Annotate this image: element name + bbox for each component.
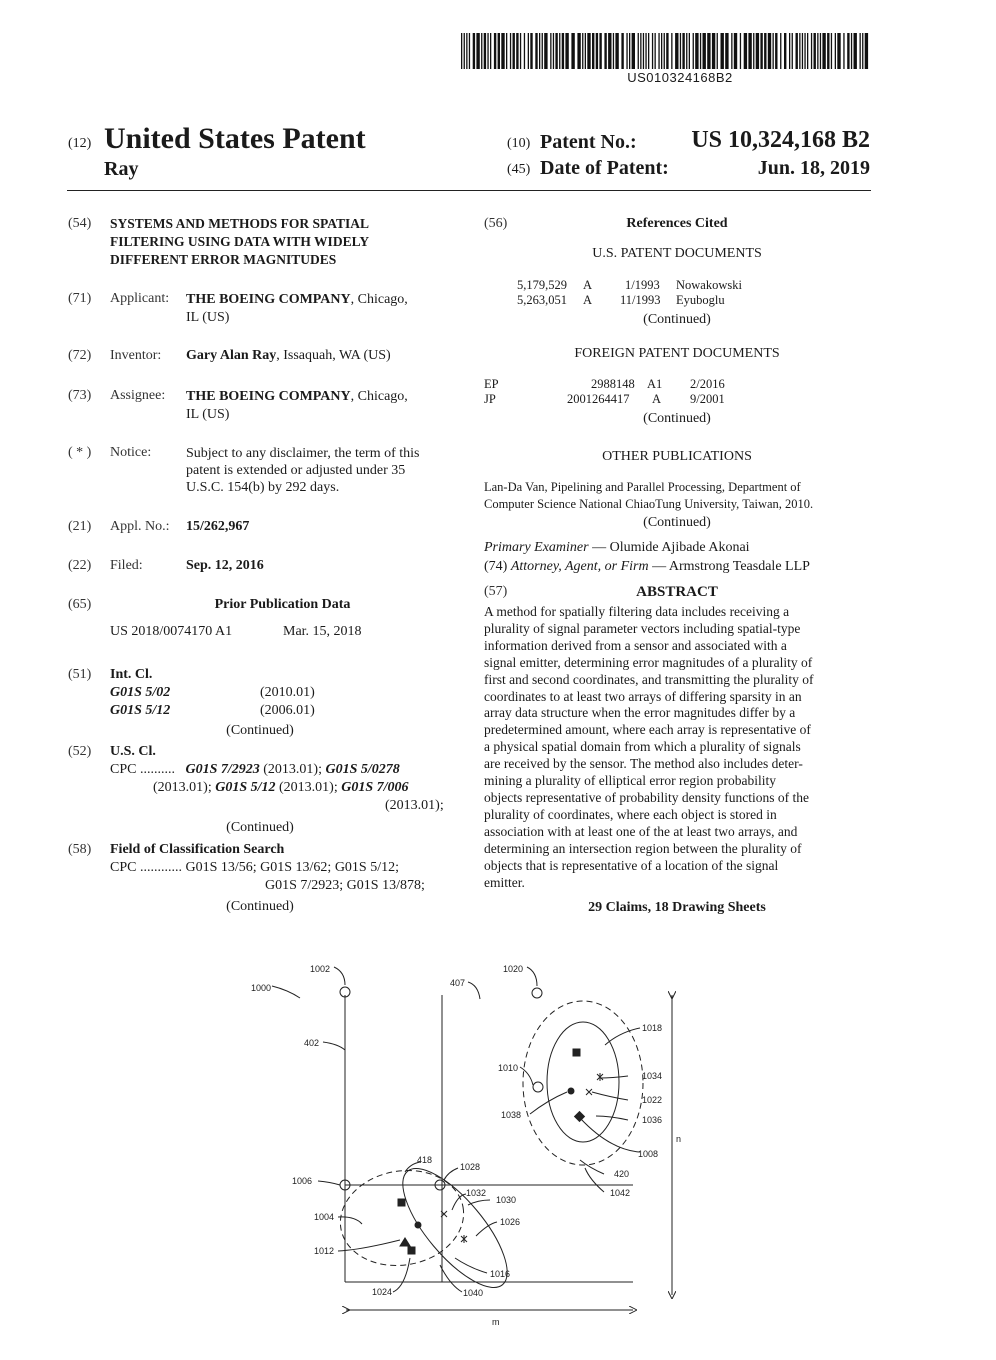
figure-label: 1006 [292, 1176, 313, 1186]
abstract-line: plurality of signal parameter vectors including spatial-type [484, 620, 801, 636]
dot-marker [568, 1088, 574, 1094]
abstract-code: (57) [484, 584, 508, 599]
inventor-code: (72) [68, 348, 92, 363]
intcl-continued: (Continued) [226, 723, 294, 738]
abstract-line: first and second coordinates, and transmitting the plurality of [484, 671, 814, 687]
intcl-year: (2010.01) [260, 685, 315, 700]
doc-number: 5,263,051 [517, 293, 567, 307]
dot-marker [415, 1222, 421, 1228]
refs-code: (56) [484, 216, 508, 231]
barcode-bar [476, 33, 479, 69]
barcode-bar [682, 33, 684, 69]
doc-name: Eyuboglu [676, 293, 725, 307]
error-ellipse-tilted [386, 1153, 524, 1302]
notice-line: patent is extended or adjusted under 35 [186, 463, 406, 478]
abstract-line: coordinates to at least two arrays of differing sparsity in an [484, 688, 802, 704]
barcode-bar [847, 33, 849, 69]
barcode-bar [773, 33, 774, 69]
figure-label: 1018 [642, 1023, 663, 1033]
applicant-code: (71) [68, 291, 92, 306]
prior-publication: US 2018/0074170 A1 [110, 624, 233, 639]
assignee-location-2: IL (US) [186, 407, 230, 422]
barcode-bar [693, 33, 694, 69]
foreign-docs-continued: (Continued) [643, 411, 711, 426]
field-line: G01S 7/2923; G01S 13/878; [265, 878, 425, 893]
barcode-bar [615, 33, 618, 69]
barcode-bar [827, 33, 829, 69]
barcode-bar [544, 33, 547, 69]
abstract-line: emitter. [484, 874, 525, 890]
other-pubs-heading: OTHER PUBLICATIONS [602, 449, 752, 464]
cpc-class: G01S 5/0278 [325, 762, 400, 777]
figure-label: 1000 [251, 983, 272, 993]
barcode-bar [550, 33, 551, 69]
barcode-bar [555, 33, 557, 69]
primary-examiner [484, 540, 750, 556]
barcode-bar [520, 33, 521, 69]
abstract-line: signal emitter, determining error magnitudes of a plurality of [484, 654, 813, 670]
inventor-label: Inventor: [110, 348, 162, 363]
barcode-bar [562, 33, 564, 69]
assignee-location: , Chicago, [350, 389, 408, 404]
barcode-bar [862, 33, 863, 69]
doc-number: 5,179,529 [517, 278, 567, 292]
figure-label: 1040 [463, 1288, 484, 1298]
figure-label: 1036 [642, 1115, 663, 1125]
barcode-bar [599, 33, 601, 69]
cpc-class: G01S 5/12 [215, 780, 276, 795]
barcode-bar [464, 33, 465, 69]
abstract-line: a physical spatial domain from which a plurality of signals [484, 739, 801, 755]
barcode-bar [802, 33, 803, 69]
figure-label: n [676, 1134, 682, 1144]
examiner-name: — Olumide Ajibade Akonai [592, 540, 750, 555]
barcode-bar [835, 33, 836, 69]
appl-value: 15/262,967 [186, 519, 250, 534]
barcode-bar [592, 33, 594, 69]
prior-heading: Prior Publication Data [214, 597, 351, 612]
abstract-line: association with at least one of the at least two arrays, and [484, 823, 798, 839]
figure-label: 1012 [314, 1246, 335, 1256]
intcl-year: (2006.01) [260, 703, 315, 718]
figure-label: 1030 [496, 1195, 517, 1205]
field-heading: Field of Classification Search [110, 842, 285, 857]
date-value: Jun. 18, 2019 [757, 157, 870, 179]
barcode-bar [621, 33, 623, 69]
assignee-name: THE BOEING COMPANY [186, 389, 351, 404]
square-marker [408, 1247, 415, 1254]
uscl-continued: (Continued) [226, 820, 294, 835]
attorney [484, 559, 810, 575]
notice-line: Subject to any disclaimer, the term of this [186, 446, 420, 461]
figure-label: 1008 [638, 1149, 659, 1159]
doc-date: 11/1993 [620, 293, 661, 307]
notice-code: ( * ) [68, 445, 92, 460]
header-kind-code: (12) [68, 136, 92, 151]
barcode-bar [498, 33, 500, 69]
attorney-label: Attorney, Agent, or Firm [510, 559, 649, 574]
cpc-year: (2013.01); [385, 798, 444, 813]
refs-heading: References Cited [626, 216, 728, 231]
cpc-label: CPC .......... [110, 762, 175, 777]
barcode-bar [760, 33, 762, 69]
applicant-location: , Chicago, [350, 292, 408, 307]
doc-number: 2001264417 [567, 392, 630, 406]
patent-no-code: (10) [507, 136, 531, 151]
notice-label: Notice: [110, 445, 152, 460]
cpc-class: G01S 7/2923 [185, 762, 260, 777]
barcode-bar [822, 33, 825, 69]
header-title: United States Patent [104, 122, 366, 155]
barcode [461, 33, 871, 69]
doc-kind: A [652, 392, 662, 406]
inventor-location: , Issaquah, WA (US) [276, 348, 391, 363]
barcode-bar [613, 33, 614, 69]
barcode-bar [780, 33, 781, 69]
filed-code: (22) [68, 558, 92, 573]
barcode-bar [587, 33, 590, 69]
doc-country: JP [484, 392, 496, 406]
barcode-bar [712, 33, 715, 69]
barcode-bar [542, 33, 543, 69]
barcode-bar [513, 33, 515, 69]
patent-no-value: US 10,324,168 B2 [691, 127, 870, 153]
doc-kind: A [583, 293, 593, 307]
barcode-bar [466, 33, 467, 69]
barcode-bar [539, 33, 540, 69]
diamond-marker [575, 1112, 585, 1122]
barcode-bar [490, 33, 491, 69]
doc-kind: A [583, 278, 593, 292]
figure-label: 407 [450, 978, 466, 988]
representative-drawing [0, 940, 996, 1360]
figure-label: 420 [614, 1169, 630, 1179]
doc-date: 2/2016 [690, 377, 725, 391]
barcode-bar [632, 33, 635, 69]
barcode-bar [744, 33, 747, 69]
barcode-bar [658, 33, 659, 69]
barcode-bar [664, 33, 665, 69]
barcode-bar [484, 33, 486, 69]
barcode-bar [756, 33, 759, 69]
date-label: Date of Patent: [540, 157, 669, 179]
cpc-year: (2013.01); [153, 780, 212, 795]
barcode-bar [671, 33, 672, 69]
applicant-label: Applicant: [110, 291, 170, 306]
applicant-value [186, 291, 408, 327]
barcode-bar [703, 33, 706, 69]
barcode-bar [837, 33, 840, 69]
barcode-bar [565, 33, 568, 69]
x-marker [586, 1089, 592, 1095]
barcode-bar [530, 33, 532, 69]
abstract-line: objects representative of probability density functions of the [484, 789, 810, 805]
claims-line: 29 Claims, 18 Drawing Sheets [588, 900, 766, 915]
other-pubs-text [484, 479, 870, 513]
inventor-name: Gary Alan Ray [186, 348, 277, 363]
patent-no-label: Patent No.: [540, 131, 637, 153]
barcode-bar [796, 33, 798, 69]
applicant-name: THE BOEING COMPANY [186, 292, 351, 307]
barcode-bar [577, 33, 580, 69]
barcode-bar [461, 33, 462, 69]
barcode-bar [585, 33, 586, 69]
abstract-line: predetermined amount, where each array is representative of [484, 722, 811, 738]
uscl-heading: U.S. Cl. [110, 744, 156, 759]
sensor-circle [532, 988, 542, 998]
figure-label: 418 [417, 1155, 433, 1165]
header-inventor-surname: Ray [104, 158, 139, 180]
barcode-bar [516, 33, 518, 69]
figure-label: 1032 [466, 1188, 487, 1198]
abstract-heading: ABSTRACT [636, 584, 718, 600]
attorney-name: — Armstrong Teasdale LLP [652, 559, 810, 574]
abstract-line: A method for spatially filtering data includes receiving a [484, 604, 790, 619]
barcode-bar [506, 33, 507, 69]
title-line: DIFFERENT ERROR MAGNITUDES [110, 252, 337, 267]
barcode-bar [689, 33, 690, 69]
appl-label: Appl. No.: [110, 519, 170, 534]
barcode-bar [817, 33, 818, 69]
barcode-bar [680, 33, 681, 69]
barcode-bar [851, 33, 852, 69]
other-pubs-line: Computer Science National ChiaoTung University, Taiwan, 2010. [484, 497, 814, 511]
barcode-bar [789, 33, 790, 69]
figure-label: 1020 [503, 964, 524, 974]
figure-label: 1038 [501, 1110, 522, 1120]
barcode-bar [553, 33, 554, 69]
barcode-bar [643, 33, 644, 69]
appl-code: (21) [68, 519, 92, 534]
figure-label: 1022 [642, 1095, 663, 1105]
date-code: (45) [507, 162, 531, 177]
abstract-line: determining an intersection region between the plurality of [484, 840, 802, 856]
barcode-bar [804, 33, 805, 69]
title-line: FILTERING USING DATA WITH WIDELY [110, 234, 370, 249]
barcode-bar [700, 33, 701, 69]
abstract-line: are received by the sensor. The method also includes deter- [484, 756, 803, 772]
barcode-bar [629, 33, 630, 69]
barcode-bar [675, 33, 678, 69]
intcl-class: G01S 5/12 [110, 703, 171, 718]
barcode-bar [473, 33, 475, 69]
barcode-bar [559, 33, 560, 69]
abstract-line: objects that is representative of a location of the signal [484, 857, 779, 873]
applicant-location-2: IL (US) [186, 310, 230, 325]
barcode-bar [571, 33, 574, 69]
cpc-line-1 [110, 762, 400, 778]
barcode-bar [811, 33, 812, 69]
barcode-bar [626, 33, 627, 69]
barcode-bar [740, 33, 741, 69]
cpc-line-2 [153, 780, 409, 796]
barcode-bar [686, 33, 687, 69]
cpc-year: (2013.01); [263, 762, 322, 777]
barcode-bar [528, 33, 529, 69]
barcode-bar [652, 33, 653, 69]
notice-line: U.S.C. 154(b) by 292 days. [186, 480, 340, 495]
field-continued: (Continued) [226, 899, 294, 914]
doc-country: EP [484, 377, 499, 391]
barcode-bar [843, 33, 844, 69]
intcl-heading: Int. Cl. [110, 667, 153, 682]
inventor-value [186, 348, 391, 364]
barcode-bar [582, 33, 583, 69]
figure-label: m [492, 1317, 500, 1327]
barcode-bar [596, 33, 598, 69]
asterisk-marker [461, 1235, 467, 1243]
us-docs-continued: (Continued) [643, 312, 711, 327]
assignee-value [186, 388, 408, 424]
barcode-bar [666, 33, 668, 69]
barcode-bar [721, 33, 724, 69]
barcode-bar [753, 33, 754, 69]
barcode-bar [695, 33, 698, 69]
error-ellipse-inner [547, 1022, 619, 1142]
barcode-bar [764, 33, 766, 69]
barcode-bar [655, 33, 656, 69]
barcode-bar [792, 33, 793, 69]
barcode-graphic [461, 33, 871, 69]
barcode-bar [510, 33, 511, 69]
barcode-bar [501, 33, 504, 69]
abstract-line: array data structure when the error magnitudes differ by a [484, 705, 796, 721]
barcode-bar [799, 33, 800, 69]
barcode-bar [784, 33, 786, 69]
other-pubs-continued: (Continued) [643, 515, 711, 530]
examiner-label: Primary Examiner [484, 540, 589, 555]
square-marker [573, 1049, 580, 1056]
barcode-bar [661, 33, 662, 69]
barcode-bar [854, 33, 857, 69]
error-ellipse-dashed [333, 1161, 471, 1275]
filed-label: Filed: [110, 558, 143, 573]
sensor-circle [533, 1082, 543, 1092]
intcl-code: (51) [68, 667, 92, 682]
notice-text [186, 445, 420, 496]
barcode-bar [807, 33, 808, 69]
figure-label: 1016 [490, 1269, 511, 1279]
barcode-bar [865, 33, 868, 69]
barcode-bar [494, 33, 496, 69]
barcode-bar [814, 33, 816, 69]
barcode-bar [469, 33, 470, 69]
square-marker [398, 1199, 405, 1206]
abstract-line: mining a plurality of elliptical error region probability [484, 773, 777, 789]
field-code: (58) [68, 842, 92, 857]
figure-label: 1026 [500, 1217, 521, 1227]
doc-date: 1/1993 [625, 278, 660, 292]
invention-title [110, 215, 369, 269]
attorney-code: (74) [484, 559, 508, 574]
abstract-line: information derived from a sensor and associated with a [484, 637, 787, 653]
barcode-bar [481, 33, 482, 69]
doc-name: Nowakowski [676, 278, 742, 292]
figure-label: 1042 [610, 1188, 631, 1198]
figure-label: 1004 [314, 1212, 335, 1222]
doc-date: 9/2001 [690, 392, 725, 406]
doc-kind: A1 [647, 377, 663, 391]
us-docs-heading: U.S. PATENT DOCUMENTS [592, 246, 762, 261]
barcode-bar [604, 33, 606, 69]
header-rule [67, 190, 871, 191]
figure-label: 1028 [460, 1162, 481, 1172]
barcode-bar [731, 33, 732, 69]
assignee-label: Assignee: [110, 388, 166, 403]
filed-value: Sep. 12, 2016 [186, 558, 264, 573]
figure-label: 1034 [642, 1071, 663, 1081]
barcode-bar [487, 33, 488, 69]
doc-number: 2988148 [591, 377, 635, 391]
barcode-bar [775, 33, 777, 69]
barcode-bar [748, 33, 751, 69]
barcode-bar [734, 33, 737, 69]
foreign-docs-heading: FOREIGN PATENT DOCUMENTS [574, 346, 780, 361]
triangle-marker [400, 1238, 410, 1246]
intcl-class: G01S 5/02 [110, 685, 171, 700]
cpc-class: G01S 7/006 [341, 780, 409, 795]
prior-date: Mar. 15, 2018 [283, 624, 362, 639]
barcode-bar [645, 33, 646, 69]
barcode-bar [707, 33, 710, 69]
barcode-bar [860, 33, 861, 69]
prior-code: (65) [68, 597, 92, 612]
barcode-bar [640, 33, 641, 69]
barcode-bar [820, 33, 821, 69]
abstract-line: plurality of coordinates, where each object is stored in [484, 806, 777, 822]
abstract-body [484, 604, 870, 891]
barcode-bar [638, 33, 639, 69]
uscl-code: (52) [68, 744, 92, 759]
title-code: (54) [68, 216, 92, 231]
assignee-code: (73) [68, 388, 92, 403]
barcode-bar [608, 33, 611, 69]
figure-label: 402 [304, 1038, 320, 1048]
barcode-number: US010324168B2 [627, 70, 733, 85]
figure-label: 1024 [372, 1287, 393, 1297]
cpc-year: (2013.01); [279, 780, 338, 795]
figure-label: 1002 [310, 964, 331, 974]
field-line: CPC ............ G01S 13/56; G01S 13/62; G01S 5/12; [110, 860, 399, 875]
other-pubs-line: Lan-Da Van, Pipelining and Parallel Processing, Department of [484, 480, 801, 494]
barcode-bar [831, 33, 832, 69]
barcode-bar [768, 33, 771, 69]
title-line: SYSTEMS AND METHODS FOR SPATIAL [110, 216, 370, 231]
barcode-bar [524, 33, 525, 69]
barcode-bar [648, 33, 649, 69]
asterisk-marker [597, 1073, 603, 1081]
barcode-bar [717, 33, 718, 69]
barcode-bar [725, 33, 728, 69]
figure-label: 1010 [498, 1063, 519, 1073]
barcode-bar [535, 33, 537, 69]
